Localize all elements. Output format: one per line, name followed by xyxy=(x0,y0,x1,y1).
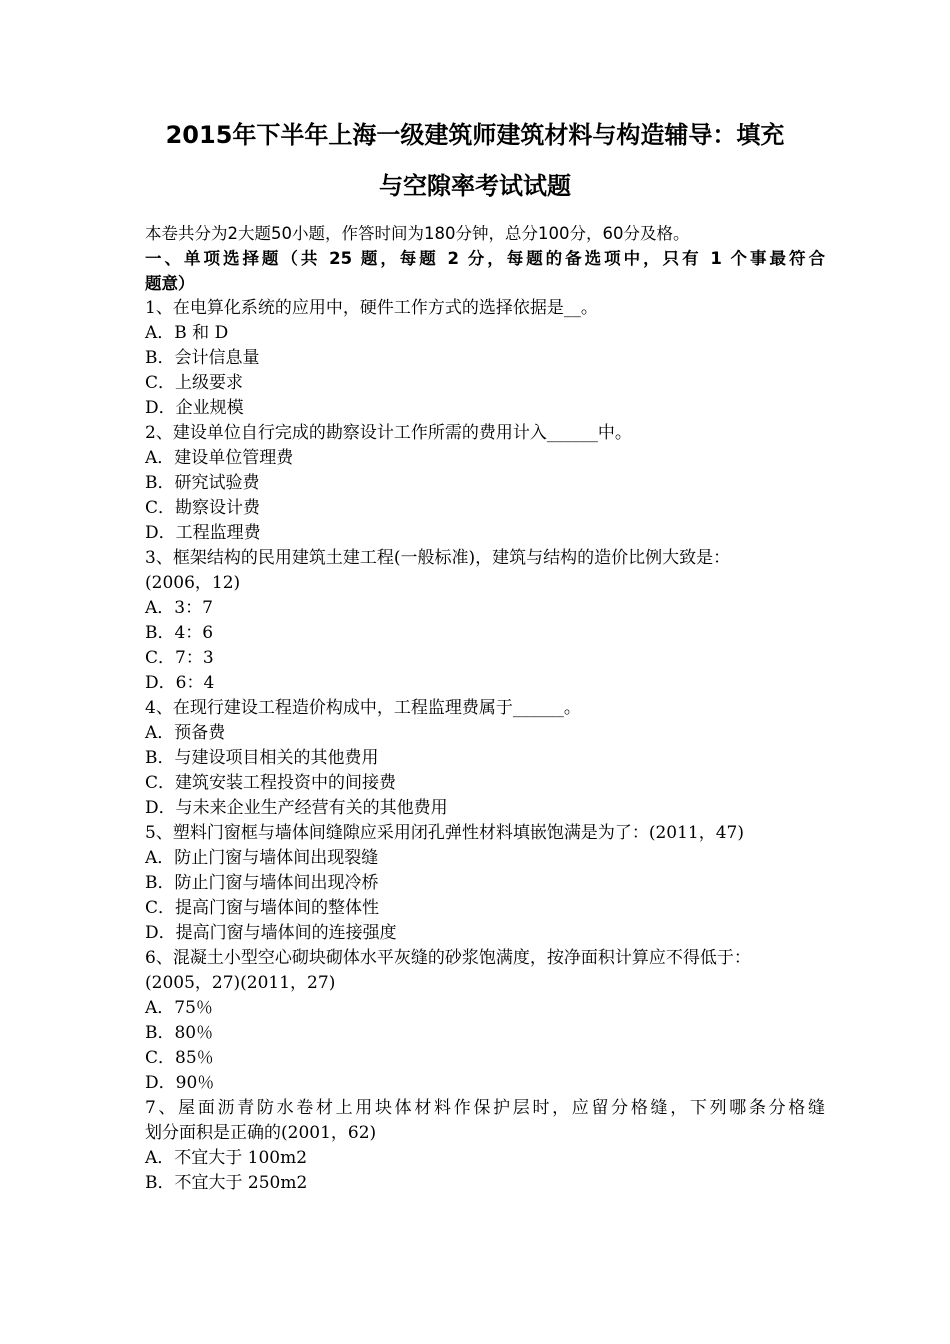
answer-option: B．会计信息量 xyxy=(145,348,260,368)
document-body xyxy=(145,221,825,1196)
answer-option: A．预备费 xyxy=(145,723,226,743)
question-stem-continuation: (2005，27)(2011，27) xyxy=(145,973,336,993)
answer-option: A．防止门窗与墙体间出现裂缝 xyxy=(145,848,379,868)
answer-option: C．勘察设计费 xyxy=(145,498,261,518)
question-stem-continuation: 划分面积是正确的(2001，62) xyxy=(145,1123,377,1143)
question-stem: 7、屋面沥青防水卷材上用块体材料作保护层时，应留分格缝，下列哪条分格缝 xyxy=(145,1098,825,1118)
answer-option: A．75％ xyxy=(145,998,213,1018)
question-stem: 4、在现行建设工程造价构成中，工程监理费属于______。 xyxy=(145,698,581,718)
question-stem: 2、建设单位自行完成的勘察设计工作所需的费用计入______中。 xyxy=(145,423,632,443)
question-stem: 3、框架结构的民用建筑土建工程(一般标准)，建筑与结构的造价比例大致是： xyxy=(145,548,731,568)
answer-option: D．与未来企业生产经营有关的其他费用 xyxy=(145,798,448,818)
answer-option: B．防止门窗与墙体间出现冷桥 xyxy=(145,873,379,893)
answer-option: C．提高门窗与墙体间的整体性 xyxy=(145,898,380,918)
answer-option: B．不宜大于 250m2 xyxy=(145,1173,308,1193)
answer-option: B．80％ xyxy=(145,1023,214,1043)
answer-option: A．建设单位管理费 xyxy=(145,448,294,468)
section-heading-line-1: 一、单项选择题（共 25 题，每题 2 分，每题的备选项中，只有 1 个事最符合 xyxy=(145,249,825,268)
answer-option: D．提高门窗与墙体间的连接强度 xyxy=(145,923,397,943)
answer-option: D．工程监理费 xyxy=(145,523,261,543)
question-stem: 5、塑料门窗框与墙体间缝隙应采用闭孔弹性材料填嵌饱满是为了：(2011，47) xyxy=(145,823,744,843)
answer-option: D．90％ xyxy=(145,1073,215,1093)
answer-option: C．85％ xyxy=(145,1048,214,1068)
answer-option: A．3：7 xyxy=(145,598,213,618)
question-stem: 6、混凝土小型空心砌块砌体水平灰缝的砂浆饱满度，按净面积计算应不得低于： xyxy=(145,948,751,968)
document-title-line-1: 2015年下半年上海一级建筑师建筑材料与构造辅导：填充 xyxy=(165,121,785,149)
section-heading-line-2: 题意） xyxy=(145,274,195,293)
answer-option: B．研究试验费 xyxy=(145,473,260,493)
answer-option: A．B 和 D xyxy=(145,323,229,343)
question-stem: 1、在电算化系统的应用中，硬件工作方式的选择依据是__。 xyxy=(145,298,598,318)
answer-option: C．建筑安装工程投资中的间接费 xyxy=(145,773,397,793)
question-stem-continuation: (2006，12) xyxy=(145,573,241,593)
answer-option: D．企业规模 xyxy=(145,398,244,418)
answer-option: B．4：6 xyxy=(145,623,214,643)
exam-intro: 本卷共分为2大题50小题，作答时间为180分钟，总分100分，60分及格。 xyxy=(145,224,690,243)
document-title-line-2: 与空隙率考试试题 xyxy=(379,172,571,200)
answer-option: B．与建设项目相关的其他费用 xyxy=(145,748,379,768)
answer-option: D．6：4 xyxy=(145,673,215,693)
answer-option: C．7：3 xyxy=(145,648,214,668)
answer-option: A．不宜大于 100m2 xyxy=(145,1148,308,1168)
answer-option: C．上级要求 xyxy=(145,373,244,393)
